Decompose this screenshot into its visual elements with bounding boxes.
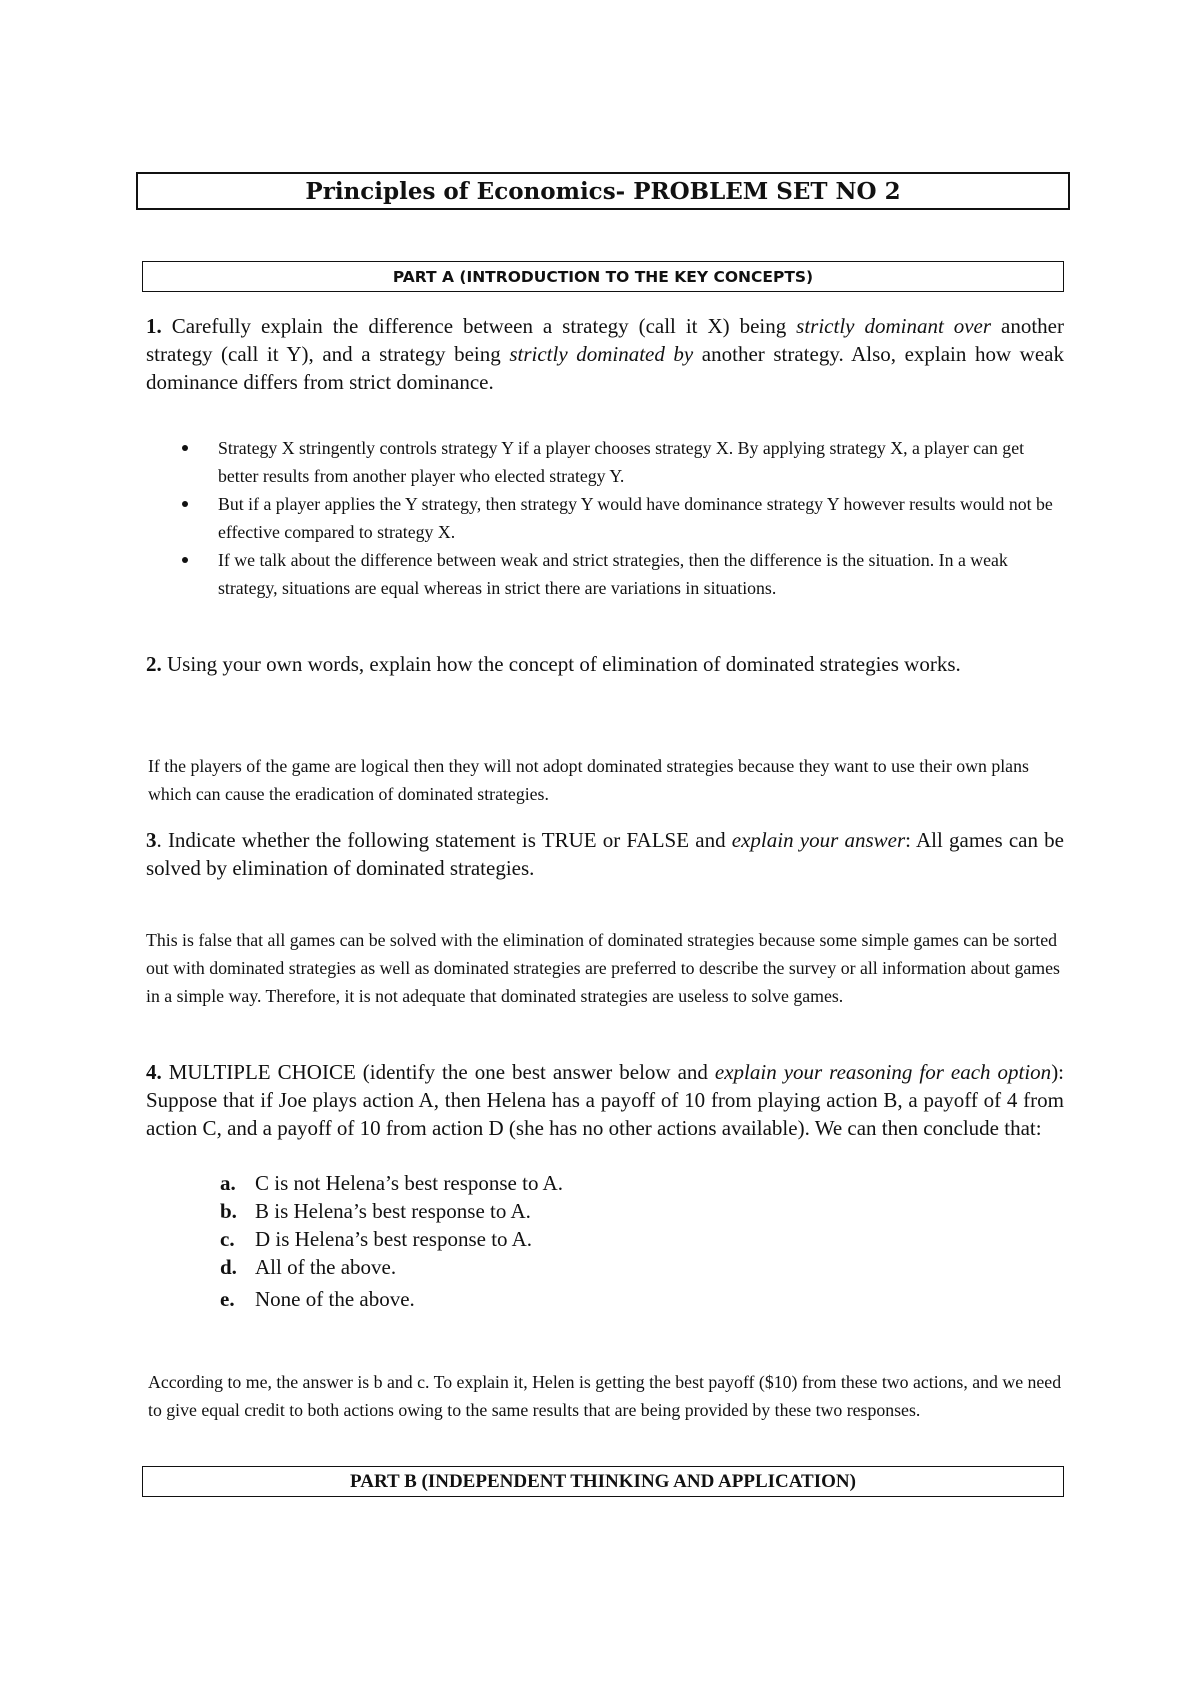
list-item: d. All of the above. — [220, 1255, 397, 1279]
question-number: 1. — [146, 314, 162, 338]
list-item: b. B is Helena’s best response to A. — [220, 1199, 531, 1223]
question-2: 2. Using your own words, explain how the concept of elimination of dominated strategies works. — [146, 652, 961, 676]
question-1: 1. Carefully explain the difference between a strategy (call it X) being strictly dominant over another strategy (call it Y), and a strategy being strictly dominated by another strategy. Also, explain how weak dominance differs from strict dominance. — [146, 314, 1064, 394]
bullet-icon — [182, 445, 188, 451]
question-1-answer-list — [146, 434, 1064, 602]
question-3-answer: This is false that all games can be solved with the elimination of dominated strategies because some simple games can be sorted out with dominated strategies as well as dominated strategies are preferred to describe the survey or all information about games in a simple way. Therefore, it is not adequate that dominated strategies are useless to solve games. — [146, 930, 1060, 1006]
bullet-icon — [182, 501, 188, 507]
question-4-answer: According to me, the answer is b and c. To explain it, Helen is getting the best payoff ($10) from these two actions, and we need to give equal credit to both actions owing to the same results that are being provided by these two responses. — [148, 1372, 1062, 1420]
question-4: 4. MULTIPLE CHOICE (identify the one best answer below and explain your reasoning for each option): Suppose that if Joe plays action A, then Helena has a payoff of 10 from playing action B, a payoff of 4 from action C, and a payoff of 10 from action D (she has no other actions available). We can then conclude that: — [146, 1060, 1065, 1140]
question-number: 4. — [146, 1060, 162, 1084]
document-title: Principles of Economics- PROBLEM SET NO 2 — [136, 172, 1070, 210]
list-item: e. None of the above. — [220, 1287, 415, 1311]
list-item: a. C is not Helena’s best response to A. — [220, 1171, 563, 1195]
list-item: c. D is Helena’s best response to A. — [220, 1227, 533, 1251]
part-a-header: PART A (INTRODUCTION TO THE KEY CONCEPTS) — [142, 261, 1064, 292]
list-item: But if a player applies the Y strategy, then strategy Y would have dominance strategy Y however results would not be effective compared to strategy X. — [146, 490, 1064, 546]
question-number: 2. — [146, 652, 162, 676]
list-item: If we talk about the difference between weak and strict strategies, then the difference is the situation. In a weak strategy, situations are equal whereas in strict there are variations in situations. — [146, 546, 1064, 602]
list-item: Strategy X stringently controls strategy Y if a player chooses strategy X. By applying strategy X, a player can get better results from another player who elected strategy Y. — [146, 434, 1064, 490]
part-b-header: PART B (INDEPENDENT THINKING AND APPLICATION) — [142, 1466, 1064, 1497]
question-number: 3 — [146, 828, 157, 852]
question-3: 3. Indicate whether the following statement is TRUE or FALSE and explain your answer: All games can be solved by elimination of dominated strategies. — [146, 828, 1064, 880]
bullet-icon — [182, 557, 188, 563]
question-4-options — [220, 1169, 563, 1313]
question-2-answer: If the players of the game are logical then they will not adopt dominated strategies because they want to use their own plans which can cause the eradication of dominated strategies. — [148, 756, 1029, 804]
